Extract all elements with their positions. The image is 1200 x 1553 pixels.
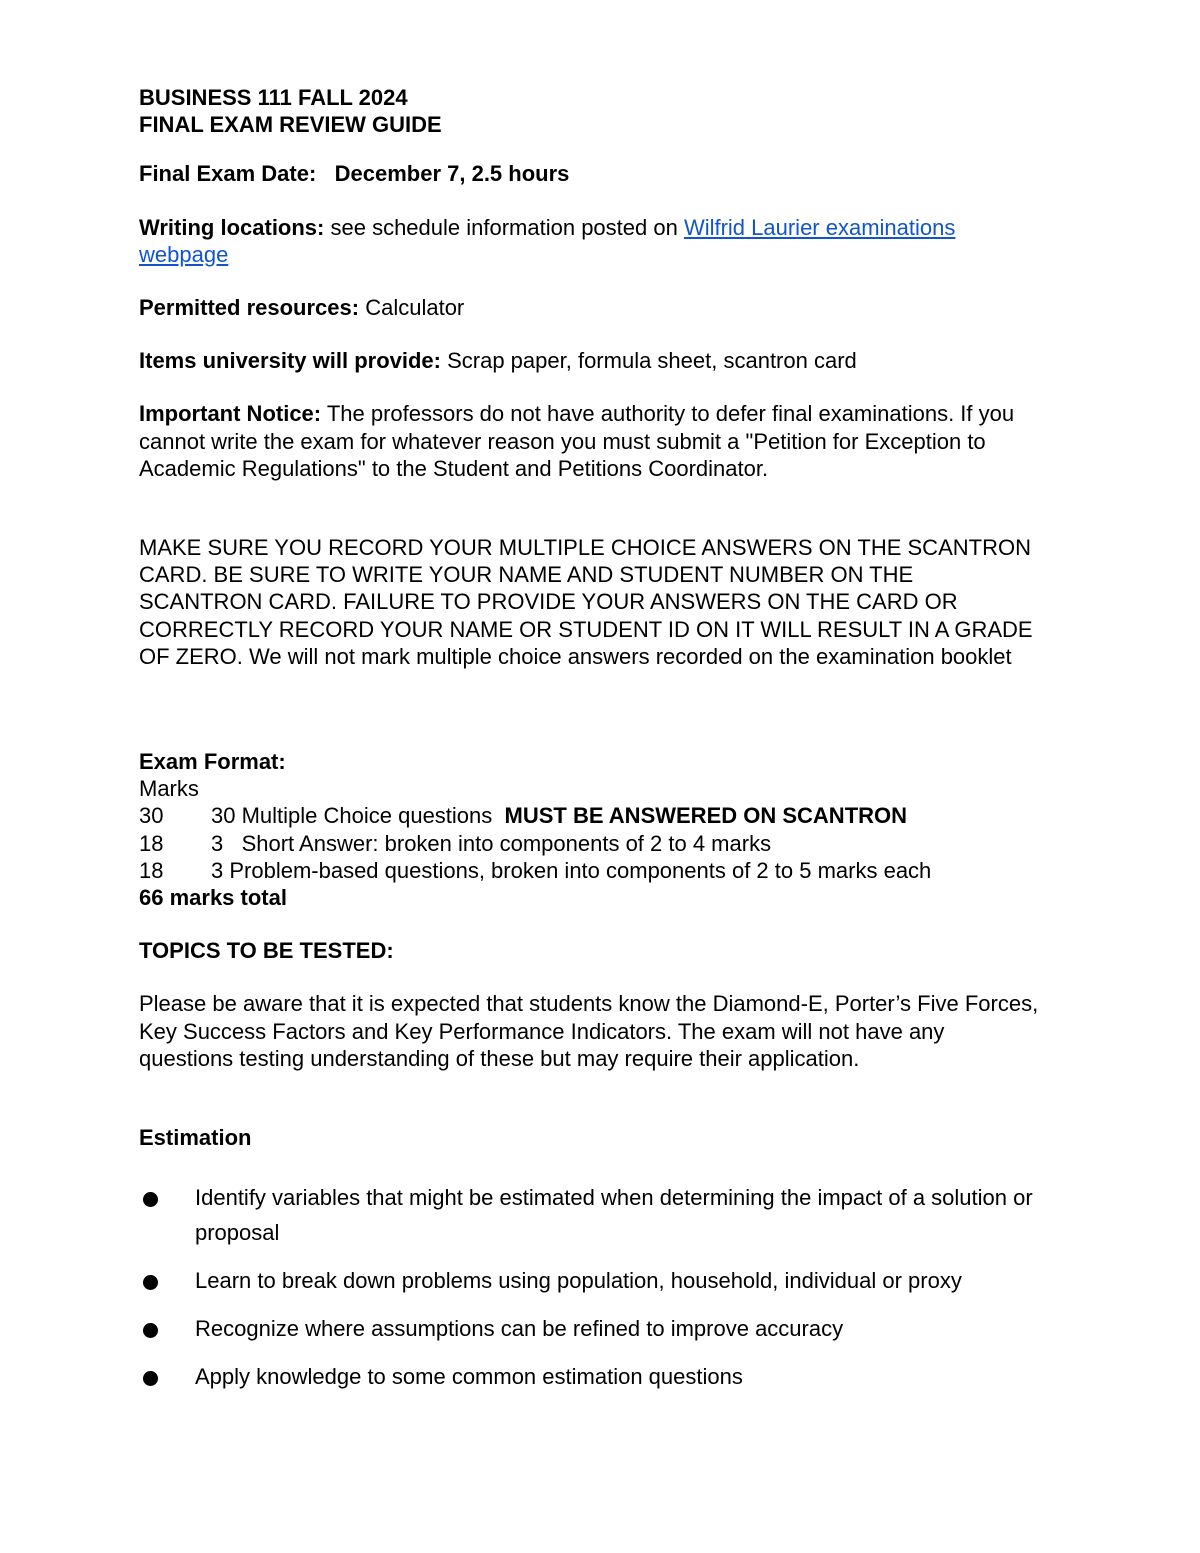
row-description-text: 30 Multiple Choice questions [211, 803, 505, 829]
bullet-icon [143, 1371, 158, 1386]
items-provided-value: Scrap paper, formula sheet, scantron card [440, 348, 857, 374]
exam-date-line [139, 160, 1039, 187]
row-description [211, 802, 907, 829]
row-description-text: 3 Problem-based questions, broken into components of 2 to 5 marks each [211, 857, 932, 883]
row-description-text: 3 Short Answer: broken into components of 2 to 4 marks [211, 830, 772, 856]
exam-format-heading: Exam Format: [139, 749, 286, 775]
topics-intro: Please be aware that it is expected that students know the Diamond-E, Porter’s Five Forces, Key Success Factors and Key Performance Indicators. The exam will not have any questions testing understanding of these but may require their application. [139, 991, 1039, 1071]
examinations-webpage-link[interactable]: Wilfrid Laurier examinations webpage [139, 214, 956, 267]
list-item [139, 1311, 1039, 1346]
permitted-resources-value: Calculator [359, 295, 465, 321]
important-notice-label: Important Notice: [139, 401, 322, 427]
estimation-heading: Estimation [139, 1125, 252, 1151]
guide-title: FINAL EXAM REVIEW GUIDE [139, 112, 442, 138]
row-marks: 18 [139, 857, 164, 883]
exam-format-row [139, 830, 1039, 857]
row-marks: 18 [139, 830, 164, 856]
list-item-text: Apply knowledge to some common estimation questions [195, 1364, 743, 1390]
list-item-text: Recognize where assumptions can be refined to improve accuracy [195, 1316, 844, 1342]
scantron-warning: MAKE SURE YOU RECORD YOUR MULTIPLE CHOICE ANSWERS ON THE SCANTRON CARD. BE SURE TO WRITE YOUR NAME AND STUDENT NUMBER ON THE SCANTRON CARD. FAILURE TO PROVIDE YOUR ANSWERS ON THE CARD OR CORRECTLY RECORD YOUR NAME OR STUDENT ID ON IT WILL RESULT IN A GRADE OF ZERO. We will not mark multiple choice answers recorded on the examination booklet [139, 535, 1033, 669]
exam-format-row [139, 857, 1039, 884]
exam-date-label: Final Exam Date: [139, 161, 317, 187]
list-item [139, 1263, 1039, 1298]
writing-locations-paragraph [139, 214, 1039, 268]
writing-locations-label: Writing locations: [139, 214, 325, 240]
list-item-text: Identify variables that might be estimated when determining the impact of a solution or proposal [195, 1185, 1033, 1246]
bullet-icon [143, 1275, 158, 1290]
course-title: BUSINESS 111 FALL 2024 [139, 85, 408, 110]
writing-locations-text: see schedule information posted on [324, 214, 684, 240]
important-notice-paragraph [139, 400, 1039, 482]
list-item-text: Learn to break down problems using population, household, individual or proxy [195, 1268, 962, 1294]
important-notice-text: The professors do not have authority to defer final examinations. If you cannot write the exam for whatever reason you must submit a "Petition for Exception to Academic Regulations" to the Student and Petitions Coordinator. [139, 401, 1015, 481]
list-item [139, 1180, 1039, 1250]
items-provided-label: Items university will provide: [139, 348, 441, 374]
items-provided-line [139, 347, 1039, 374]
marks-label: Marks [139, 776, 199, 802]
exam-format-row [139, 802, 1039, 829]
permitted-resources-line [139, 294, 1039, 321]
permitted-resources-label: Permitted resources: [139, 295, 360, 321]
row-marks: 30 [139, 803, 164, 829]
topics-heading: TOPICS TO BE TESTED: [139, 938, 394, 964]
list-item [139, 1359, 1039, 1394]
document-page [139, 84, 1039, 1407]
exam-date-value: December 7, 2.5 hours [334, 161, 570, 187]
bullet-icon [143, 1192, 158, 1207]
marks-total: 66 marks total [139, 885, 287, 911]
estimation-list [139, 1180, 1039, 1394]
row-emphasis: MUST BE ANSWERED ON SCANTRON [504, 803, 908, 829]
bullet-icon [143, 1323, 158, 1338]
